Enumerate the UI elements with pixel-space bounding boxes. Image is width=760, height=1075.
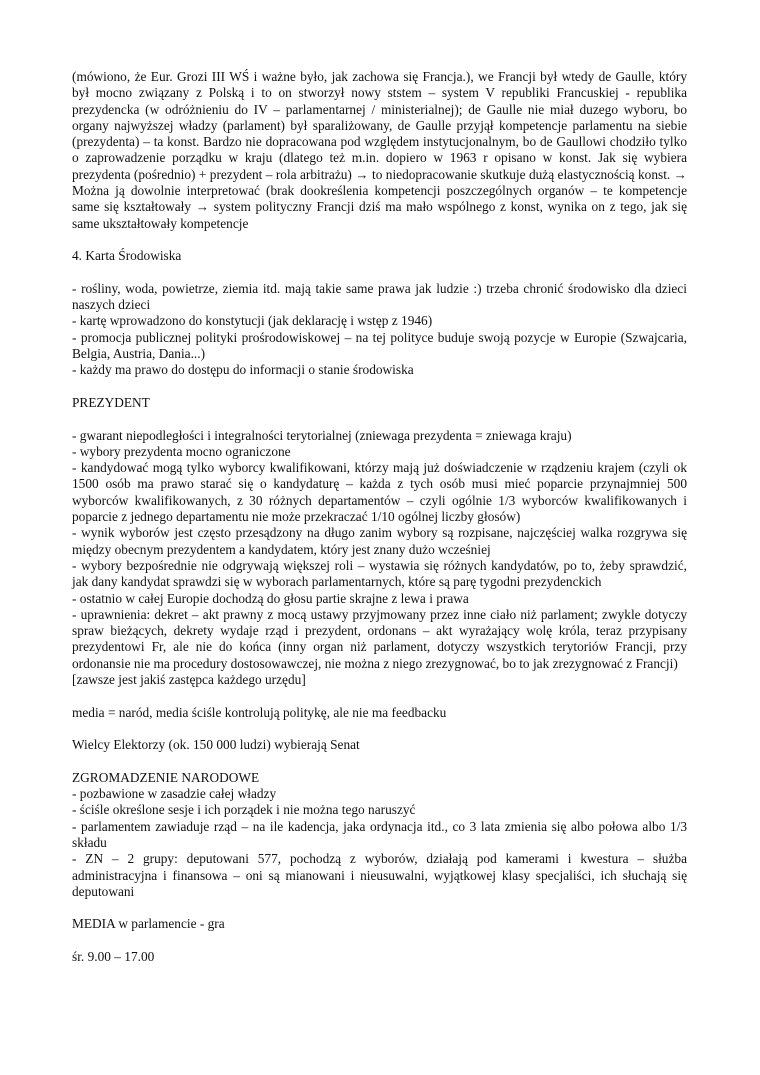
karta-item: - rośliny, woda, powietrze, ziemia itd. mają takie same prawa jak ludzie :) trzeba chronić środowisko dla dzieci naszych dzieci <box>72 280 687 313</box>
spacer <box>72 232 687 248</box>
karta-item: - promocja publicznej polityki prośrodowiskowej – na tej polityce buduje swoją pozycje w Europie (Szwajcaria, Belgia, Austria, Dania...) <box>72 329 687 362</box>
spacer <box>72 933 687 949</box>
spacer <box>72 688 687 704</box>
prezydent-item: - wynik wyborów jest często przesądzony na długo zanim wybory są rozpisane, najczęściej walka rozgrywa się między obecnym prezydentem a kandydatem, który jest znany dużo wcześniej <box>72 525 687 557</box>
zgromadzenie-item: - ściśle określone sesje i ich porządek i nie można tego naruszyć <box>72 802 416 818</box>
spacer <box>72 753 687 769</box>
intro-paragraph: (mówiono, że Eur. Grozi III WŚ i ważne było, jak zachowa się Francja.), we Francji był wtedy de Gaulle, który był mocno związany z Polską i to on stworzył nowy ststem – system V republiki Francuskiej - republika prezydencka (w odróżnieniu do IV – parlamentarnej / ministerialnej); de Gaulle nie miał duzego wyboru, bo organy najwyższej władzy (parlament) był sparaliżowany, de Gaulle przyjął kompetencje parlamentu na siebie (prezydenta) – ta konst. Bardzo nie dopracowana pod względem instytucjonalnym, bo de Gaullowi chodziło tylko o zaprowadzenie porządku w kraju (dlatego też m.in. dopiero w 1963 r opisano w konst. Jak się wybiera prezydenta (pośrednio) + prezydent – rola arbitrażu) → to niedopracowanie skutkuje dużą elastycznością konst. → Można ją dowolnie interpretować (brak dookreślenia kompetencji poszczególnych organów – te kompetencje same się kształtowały → system polityczny Francji dziś ma mało wspólnego z konst, wynika on z tego, jak się same ukształtowały kompetencje <box>72 69 687 231</box>
spacer <box>72 411 687 427</box>
spacer <box>72 721 687 737</box>
zgromadzenie-item: - ZN – 2 grupy: deputowani 577, pochodzą z wyborów, działają pod kamerami i kwestura – służba administracyjna i finansowa – oni są mianowani i nieusuwalni, wyjątkowej klasy specjaliści, ich słuchają się deputowani <box>72 851 687 899</box>
spacer <box>72 379 687 395</box>
prezydent-item: - gwarant niepodległości i integralności terytorialnej (zniewaga prezydenta = zniewaga kraju) <box>72 427 572 443</box>
prezydent-item: - wybory prezydenta mocno ograniczone <box>72 443 291 459</box>
zgromadzenie-item: - parlamentem zawiaduje rząd – na ile kadencja, jaka ordynacja itd., co 3 lata zmienia się albo połowa albo 1/3 składu <box>72 818 687 850</box>
prezydent-item: - wybory bezpośrednie nie odgrywają większej roli – wystawia się różnych kandydatów, po to, żeby sprawdzić, jak dany kandydat sprawdzi się w wyborach parlamentarnych, które są parę tygodni prezydenckich <box>72 557 687 590</box>
spacer <box>72 265 687 281</box>
media-parlament-line: MEDIA w parlamencie - gra <box>72 916 225 932</box>
zgromadzenie-item: - pozbawione w zasadzie całej władzy <box>72 786 277 802</box>
karta-item: - każdy ma prawo do dostępu do informacji o stanie środowiska <box>72 362 414 378</box>
karta-heading: 4. Karta Środowiska <box>72 248 182 264</box>
document-page <box>72 69 687 965</box>
prezydent-heading: PREZYDENT <box>72 394 150 410</box>
prezydent-item: - ostatnio w całej Europie dochodzą do głosu partie skrajne z lewa i prawa <box>72 590 469 606</box>
time-line: śr. 9.00 – 17.00 <box>72 949 155 965</box>
prezydent-item: - kandydować mogą tylko wyborcy kwalifikowani, którzy mają już doświadczenie w rządzeniu krajem (czyli ok 1500 osób ma prawo starać się o kandydaturę – każda z tych osób musi mieć poparcie przynajmniej 500 wyborców kwalifikowanych, z 30 różnych departamentów – czyli ogólnie 1/3 wyborców kwalifikowanych i poparcie z jednego departamentu nie może przekraczać 1/10 ogólnej liczby głosów) <box>72 460 687 525</box>
spacer <box>72 900 687 916</box>
karta-item: - kartę wprowadzono do konstytucji (jak deklarację i wstęp z 1946) <box>72 313 433 329</box>
elektorzy-line: Wielcy Elektorzy (ok. 150 000 ludzi) wybierają Senat <box>72 737 360 753</box>
prezydent-note: [zawsze jest jakiś zastępca każdego urzędu] <box>72 671 306 687</box>
media-line: media = naród, media ściśle kontrolują politykę, ale nie ma feedbacku <box>72 704 447 720</box>
prezydent-item: - uprawnienia: dekret – akt prawny z mocą ustawy przyjmowany przez inne ciało niż parlament; zwykle dotyczy spraw bieżących, dekrety wydaje rząd i prezydent, ordonans – akt wyrażający wolę króla, teraz przypisany prezydentowi Fr, ale nie do końca (inny organ niż parlament, dotyczy wszystkich terytoriów Francji, przy ordonansie nie ma procedury dostosowawczej, nie można z niego zrezygnować, bo to jak zrezygnować z Francji) <box>72 606 687 671</box>
zgromadzenie-heading: ZGROMADZENIE NARODOWE <box>72 769 260 785</box>
